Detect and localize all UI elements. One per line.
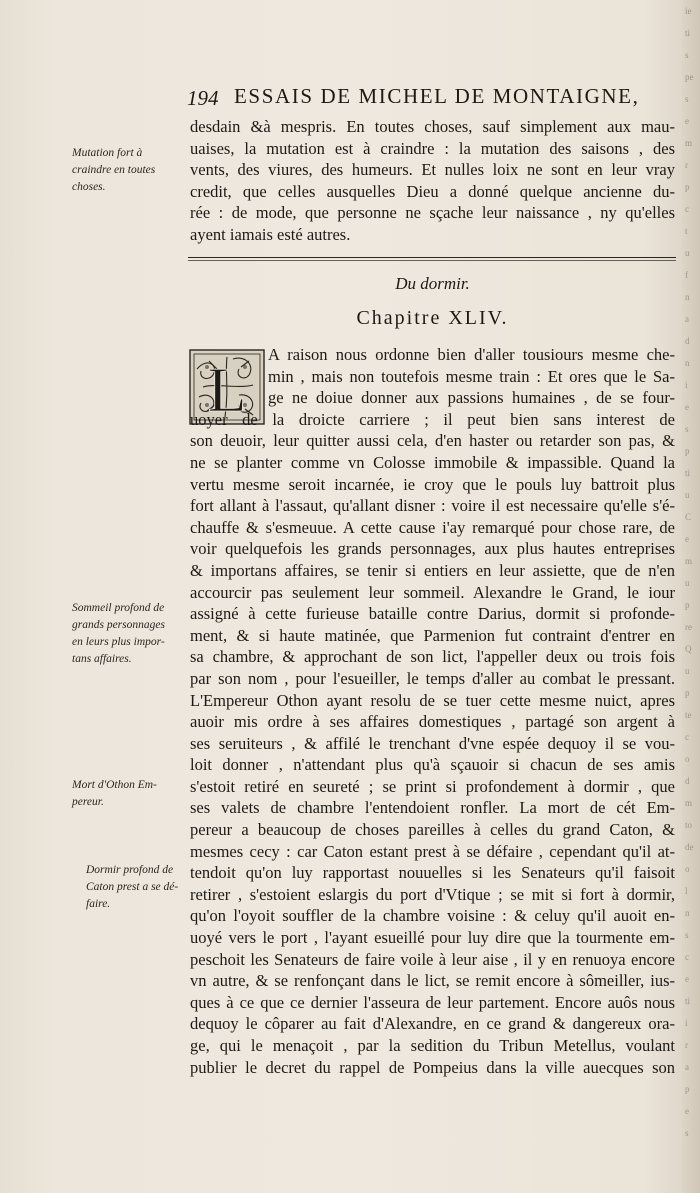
text-line: publier le decret du rappel de Pompeius dans la ville auecques son: [190, 1057, 675, 1077]
sidenote-line: Dormir profond de: [86, 864, 174, 876]
text-line: sa chambre, & approchant de son lict, l'appeller deux ou trois fois: [190, 647, 675, 667]
section-rule: [188, 257, 676, 261]
section-title: Du dormir.: [395, 274, 470, 293]
text-line: vertu mesme seroit incarnée, ie croy que le pouls luy battroit plus: [190, 474, 675, 494]
running-title: ESSAIS DE MICHEL DE MONTAIGNE,: [234, 84, 640, 108]
text-line: min , mais non toutefois mesme train : Et ores que le Sa-: [268, 366, 675, 386]
sidenote-line: Caton prest a se dé-: [86, 881, 179, 893]
sidenote-line: grands personnages: [72, 619, 165, 631]
sidenote-line: Mort d'Othon Em-: [72, 779, 157, 791]
text-line: retirer , s'estoient eslargis du port d'Vtique ; se mit si fort à dormir,: [190, 884, 675, 904]
text-line: chauffe & s'esmeuue. A cette cause i'ay remarqué pour chose rare, de: [190, 517, 675, 537]
text-line: s'estoit retiré en seureté ; se print si profondement à dormir , que: [190, 776, 675, 796]
text-line: ayent iamais esté autres.: [190, 224, 351, 244]
text-line: son deuoir, leur quitter aussi cela, d'en haster ou retarder son pas, &: [190, 431, 675, 451]
sidenote-sommeil: [72, 600, 184, 668]
page-number: 194: [187, 86, 219, 110]
text-line: pereur a beaucoup de choses pareilles à celles du grand Caton, &: [190, 820, 675, 840]
text-line: fort allant à l'assaut, qu'allant disner : voire il est necessaire qu'elle s'é-: [190, 496, 675, 516]
text-block-continuation: [190, 116, 675, 246]
text-line: voir quelquefois les grands personnages, aux plus hautes entreprises: [190, 539, 675, 559]
text-line: rée : de mode, que personne ne sçache leur naissance , ny qu'elles: [190, 203, 675, 223]
text-line: auoir mis ordre à ses affaires domestiques , partagé son argent à: [190, 712, 675, 732]
sidenote-line: en leurs plus impor-: [72, 636, 165, 648]
sidenote-line: Sommeil profond de: [72, 602, 165, 614]
text-line: loit donner , n'attendant plus qu'à sçauoir si chacun de ses amis: [190, 755, 675, 775]
text-line: assigné à cette furieuse bataille contre Darius, dormit si profonde-: [190, 604, 675, 624]
text-line: ne se planter comme vn Colosse immobile & impassible. Quand la: [190, 452, 675, 472]
text-line: qu'on l'oyoit souffler de la chambre voisine : & celuy qu'il auoit en-: [190, 906, 675, 926]
sidenote-line: Mutation fort à: [72, 147, 143, 159]
text-line: dequoy le côparer au fait d'Alexandre, en ce grand & dangereux ora-: [190, 1014, 675, 1034]
sidenote-othon: [72, 777, 184, 811]
text-line: par son nom , pour l'esueiller, le temps d'aller au combat le pressant.: [190, 668, 675, 688]
text-line: ge ne doiue donner aux passions humaines , de se four-: [268, 388, 675, 408]
facing-page-bleed-through: ie ti s pe s e m r p c t u f n a d n i e s p ti u C e m u p re Q u p te c o d m to de o l n s c e ti i r a p e s: [682, 0, 700, 1193]
text-line: tendoit qu'on luy rapportast nouuelles si les Senateurs qu'il faisoit: [190, 863, 675, 883]
text-line: L'Empereur Othon ayant resolu de se tuer cette mesme nuict, apres: [190, 690, 675, 710]
text-line: A raison nous ordonne bien d'aller tousiours mesme che-: [268, 345, 675, 364]
text-line: ses seruiteurs , & affilé le trenchant d'vne espée dequoy il se vou-: [190, 733, 675, 753]
sidenote-line: choses.: [72, 181, 106, 193]
sidenote-mutation: [72, 145, 184, 196]
text-line: desdain &à mespris. En toutes choses, sauf simplement aux mau-: [190, 117, 675, 136]
text-line: credit, que celles ausquelles Dieu a donné quelque ancienne du-: [190, 181, 675, 201]
text-line: ques à ce que ce dernier l'asseura de leur partement. Encore auôs nous: [190, 992, 675, 1012]
chapter-heading: Chapitre XLIV.: [356, 307, 509, 329]
text-line: & importans affaires, se tenir si entiers en leur assiette, que de n'en: [190, 560, 675, 580]
text-line: uoyé vers le port , l'ayant esueillé pour luy dire que la tourmente em-: [190, 928, 675, 948]
text-line: uoyer de la droicte carriere ; il peut bien sans interest de: [190, 409, 675, 429]
text-line: accourcir pas seulement leur sommeil. Alexandre le Grand, le iour: [190, 582, 675, 602]
dropcap-letter: L: [207, 354, 247, 425]
sidenote-line: faire.: [86, 898, 111, 910]
text-line: peschoit les Senateurs de faire voile à leur aise , il y en renuoya encore: [190, 949, 675, 969]
chapter-body: [190, 344, 675, 1078]
sidenote-line: craindre en toutes: [72, 164, 156, 176]
text-line: uaises, la mutation est à craindre : la mutation des saisons , des: [190, 138, 675, 158]
running-header: [187, 84, 647, 112]
text-line: ment, & si haute matinée, que Parmenion fut contraint d'entrer en: [190, 625, 675, 645]
text-line: ge, qui le menaçoit , par la sedition du Tribun Metellus, voulant: [190, 1036, 675, 1055]
text-line: ses valets de chambre l'entendoient ronfler. La mort de cét Em-: [190, 798, 675, 818]
sidenote-line: pereur.: [72, 796, 104, 808]
text-line: vn autre, & se renfonçant dans le lict, se remit encore à sômeiller, ius-: [190, 971, 675, 991]
text-line: mesmes cecy : car Caton estant prest à se défaire , cependant qu'il at-: [190, 841, 675, 861]
sidenote-line: tans affaires.: [72, 653, 132, 665]
sidenote-caton: [86, 862, 198, 913]
text-line: vents, des viures, des humeurs. Et nulles loix ne sont en leur vray: [190, 160, 675, 180]
